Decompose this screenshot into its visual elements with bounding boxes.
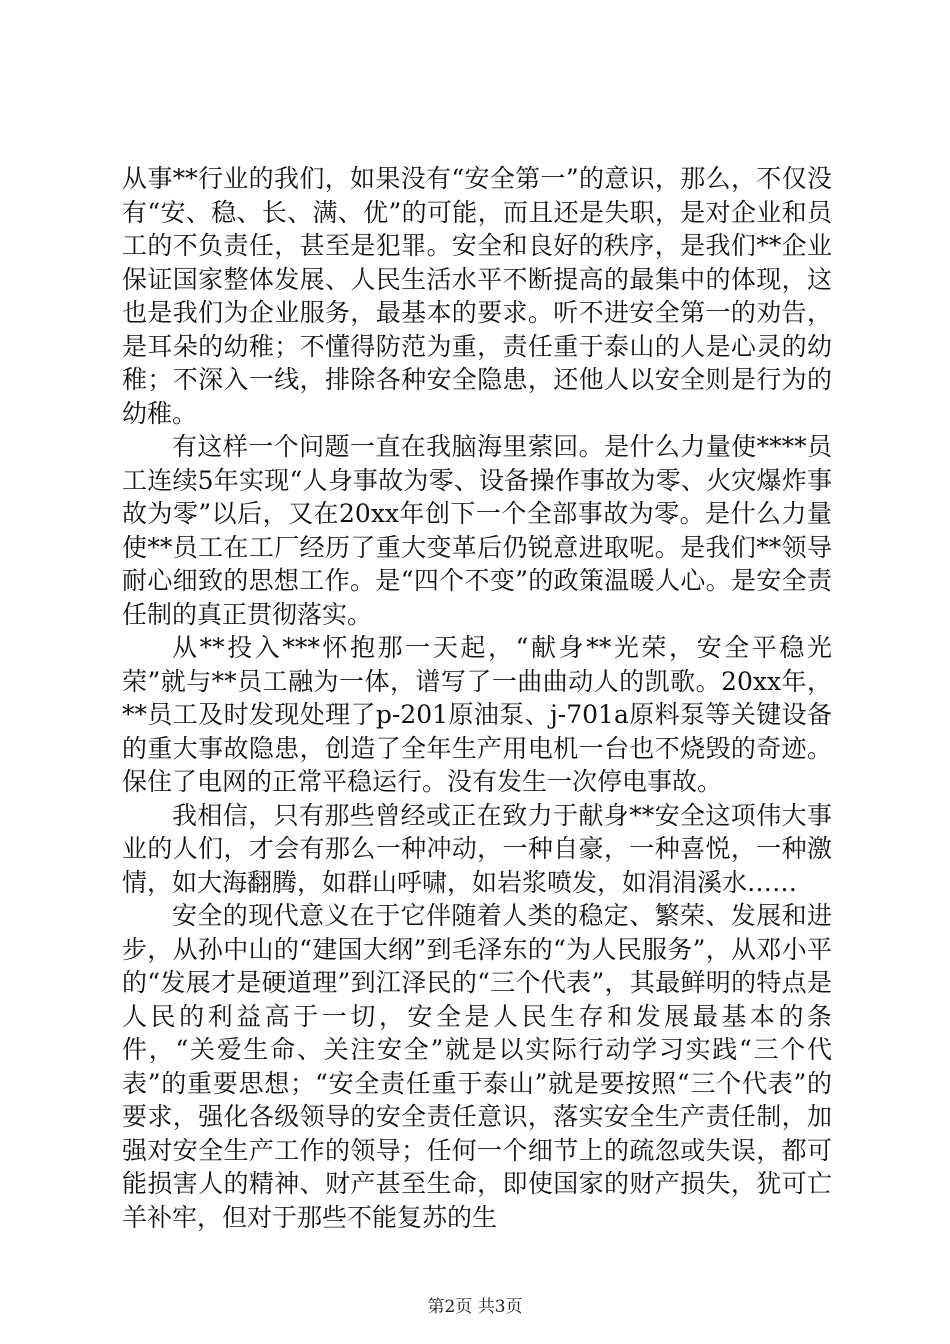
- paragraph-3: 从**投入***怀抱那一天起，“献身**光荣，安全平稳光荣”就与**员工融为一体，谱写了一曲曲动人的凯歌。20xx年，**员工及时发现处理了p-201原油泵、j-701a原料泵等关键设备的重大事故隐患，创造了全年生产用电机一台也不烧毁的奇迹。保住了电网的正常平稳运行。没有发生一次停电事故。: [122, 633, 832, 796]
- paragraph-1: 从事**行业的我们，如果没有“安全第一”的意识，那么，不仅没有“安、稳、长、满、优”的可能，而且还是失职，是对企业和员工的不负责任，甚至是犯罪。安全和良好的秩序，是我们**企业保证国家整体发展、人民生活水平不断提高的最集中的体现，这也是我们为企业服务，最基本的要求。听不进安全第一的劝告，是耳朵的幼稚；不懂得防范为重，责任重于泰山的人是心灵的幼稚；不深入一线，排除各种安全隐患，还他人以安全则是行为的幼稚。: [122, 164, 832, 428]
- document-body: [122, 162, 832, 1234]
- page-footer: 第2页 共3页: [427, 1297, 523, 1317]
- paragraph-5: 安全的现代意义在于它伴随着人类的稳定、繁荣、发展和进步，从孙中山的“建国大纲”到毛泽东的“为人民服务”，从邓小平的“发展才是硬道理”到江泽民的“三个代表”，其最鲜明的特点是人民的利益高于一切，安全是人民生存和发展最基本的条件，“关爱生命、关注安全”就是以实际行动学习实践“三个代表”的重要思想；“安全责任重于泰山”就是要按照“三个代表”的要求，强化各级领导的安全责任意识，落实安全生产责任制，加强对安全生产工作的领导；任何一个细节上的疏忽或失误，都可能损害人的精神、财产甚至生命，即使国家的财产损失，犹可亡羊补牢，但对于那些不能复苏的生: [122, 901, 832, 1232]
- paragraph-2: 有这样一个问题一直在我脑海里萦回。是什么力量使****员工连续5年实现“人身事故为零、设备操作事故为零、火灾爆炸事故为零”以后，又在20xx年创下一个全部事故为零。是什么力量使**员工在工厂经历了重大变革后仍锐意进取呢。是我们**领导耐心细致的思想工作。是“四个不变”的政策温暖人心。是安全责任制的真正贯彻落实。: [122, 432, 832, 629]
- paragraph-4: 我相信，只有那些曾经或正在致力于献身**安全这项伟大事业的人们，才会有那么一种冲动，一种自豪，一种喜悦，一种激情，如大海翻腾，如群山呼啸，如岩浆喷发，如涓涓溪水……: [122, 800, 832, 897]
